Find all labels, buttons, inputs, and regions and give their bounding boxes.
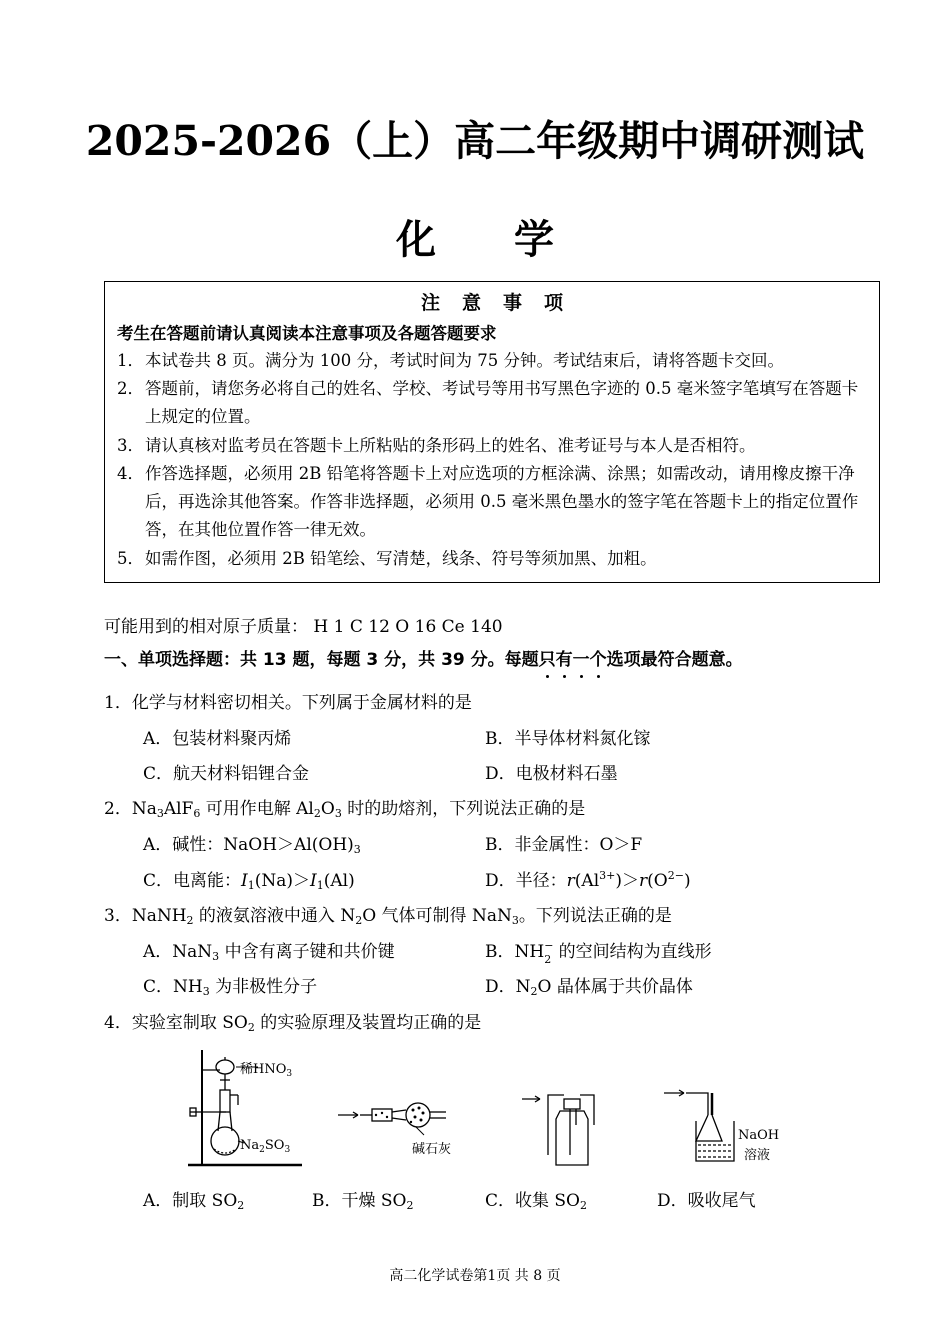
- option-text: 为非极性分子: [209, 977, 318, 997]
- option-text: (Al: [574, 871, 600, 891]
- label-solution: 溶液: [744, 1148, 771, 1163]
- option-text: I: [241, 871, 248, 891]
- subject-char-2: 学: [514, 216, 554, 263]
- option-text: r: [566, 871, 575, 891]
- option-text: C．电离能：: [143, 871, 242, 891]
- section-heading: [104, 645, 743, 670]
- q1-stem: 1．化学与材料密切相关。下列属于金属材料的是: [104, 693, 472, 713]
- subscript: 1: [316, 879, 324, 892]
- option-text: C．收集 SO: [485, 1191, 580, 1211]
- option-text: C．NH: [143, 977, 203, 997]
- notice-item-number: 4．: [117, 464, 144, 483]
- apparatus-a-generator: [180, 1045, 310, 1170]
- option-text: (Al): [323, 871, 355, 891]
- subscript: 2: [355, 914, 363, 927]
- q2-option-a[interactable]: [143, 830, 361, 856]
- section-emphasis-text: 只有一个: [538, 650, 607, 670]
- option-text: O 晶体属于共价晶体: [537, 977, 693, 997]
- option-text: A．NaN: [143, 942, 213, 962]
- q3-option-c[interactable]: [143, 972, 317, 998]
- option-text: D．半径：: [485, 871, 567, 891]
- option-text: A．制取 SO: [143, 1191, 238, 1211]
- notice-item-number: 1．: [117, 351, 144, 370]
- option-text: )＞: [615, 871, 639, 891]
- subscript: 2: [530, 985, 538, 998]
- q2-stem-text: AlF: [163, 799, 194, 819]
- subject-title: [0, 208, 950, 265]
- q3-stem-text: O 气体可制得 NaN: [362, 906, 512, 926]
- notice-subheading: 考生在答题前请认真阅读本注意事项及各题答题要求: [117, 324, 497, 343]
- superscript: 2−: [667, 869, 684, 882]
- option-text: A．碱性：NaOH＞Al(OH): [143, 835, 354, 855]
- q3-stem-text: 。下列说法正确的是: [518, 906, 672, 926]
- q2-option-d[interactable]: [485, 866, 691, 891]
- notice-item-3: [117, 432, 873, 460]
- q2-option-c[interactable]: [143, 866, 355, 892]
- q1-option-a[interactable]: A．包装材料聚丙烯: [143, 729, 292, 749]
- subscript: 3: [202, 985, 210, 998]
- q2-stem-text: 时的助熔剂，下列说法正确的是: [341, 799, 586, 819]
- apparatus-b-drying-tube: [336, 1095, 466, 1165]
- option-text: B．NH: [485, 942, 545, 962]
- q2-stem-text: O: [320, 799, 335, 819]
- superscript: −: [544, 939, 554, 952]
- subscript: 3: [212, 950, 220, 963]
- label-naoh: NaOH: [738, 1128, 780, 1143]
- q3-option-a[interactable]: [143, 937, 395, 963]
- superscript: 3+: [599, 869, 616, 882]
- notice-box: [104, 281, 880, 583]
- q4-stem-text: 的实验原理及装置均正确的是: [254, 1013, 482, 1033]
- q4-option-a[interactable]: [143, 1186, 244, 1212]
- notice-item-text: 本试卷共 8 页。满分为 100 分，考试时间为 75 分钟。考试结束后，请将答题卡交回。: [145, 351, 784, 370]
- section-pre: 一、单项选择题：共 13 题，每题 3 分，共 39 分。每题: [104, 650, 539, 670]
- subscript: 2: [580, 1199, 587, 1212]
- subscript: 2: [406, 1199, 414, 1212]
- q2-stem-text: 可用作电解 Al: [200, 799, 314, 819]
- notice-item-number: 5．: [117, 549, 144, 568]
- notice-item-text: 如需作图，必须用 2B 铅笔绘、写清楚，线条、符号等须加黑、加粗。: [145, 549, 657, 568]
- notice-item-5: [117, 545, 873, 573]
- apparatus-c-collecting-bottle: [520, 1085, 620, 1170]
- sub-sup-stack: [544, 939, 554, 966]
- notice-item-4: [117, 460, 873, 544]
- subscript: 3: [156, 807, 164, 820]
- q3-option-d[interactable]: [485, 972, 693, 998]
- notice-item-text: 作答选择题，必须用 2B 铅笔将答题卡上对应选项的方框涂满、涂黑；如需改动，请用橡皮擦干净后，再选涂其他答案。作答非选择题，必须用 0.5 毫米黑色墨水的签字笔在答题卡上的指定位置作答，在其他位置作答一律无效。: [145, 464, 859, 539]
- notice-item-2: [117, 375, 873, 431]
- notice-item-number: 2．: [117, 379, 144, 398]
- q3-stem-text: 3．NaNH: [104, 906, 187, 926]
- q1-option-b[interactable]: B．半导体材料氮化镓: [485, 729, 651, 749]
- subscript: 2: [186, 914, 194, 927]
- subscript: 2: [544, 953, 552, 966]
- q2-option-b[interactable]: B．非金属性：O＞F: [485, 835, 643, 855]
- notice-item-number: 3．: [117, 436, 144, 455]
- subscript: 3: [511, 914, 519, 927]
- label-soda-lime: 碱石灰: [412, 1142, 452, 1157]
- q3-stem: [104, 901, 672, 927]
- q3-option-b[interactable]: [485, 937, 712, 966]
- page-footer: 高二化学试卷第1页 共 8 页: [389, 1268, 561, 1284]
- notice-item-text: 请认真核对监考员在答题卡上所粘贴的条形码上的姓名、准考证号与本人是否相符。: [145, 436, 756, 455]
- q4-option-c[interactable]: [485, 1186, 587, 1212]
- option-text: (O: [647, 871, 668, 891]
- q1-option-d[interactable]: D．电极材料石墨: [485, 764, 618, 784]
- subscript: 3: [353, 843, 361, 856]
- notice-item-1: [117, 347, 873, 375]
- option-text: ): [683, 871, 691, 891]
- notice-item-text: 答题前，请您务必将自己的姓名、学校、考试号等用书写黑色字迹的 0.5 毫米签字笔填写在答题卡上规定的位置。: [145, 379, 859, 426]
- apparatus-d-absorption: [662, 1085, 792, 1170]
- subscript: 2: [237, 1199, 245, 1212]
- section-post: 选项最符合题意。: [606, 650, 743, 670]
- q4-option-b[interactable]: [312, 1186, 413, 1212]
- option-text: B．干燥 SO: [312, 1191, 407, 1211]
- label-na2so3: $Na_2SO_3$: [240, 1138, 291, 1155]
- option-text: 中含有离子键和共价键: [219, 942, 395, 962]
- q4-stem-text: 4．实验室制取 SO: [104, 1013, 248, 1033]
- q4-option-d[interactable]: D．吸收尾气: [657, 1191, 756, 1211]
- subscript: 2: [313, 807, 321, 820]
- q2-stem: [104, 794, 585, 820]
- label-dilute-hno3: 稀$HNO_3$: [240, 1062, 293, 1079]
- exam-title: 2025-2026（上）高二年级期中调研测试: [85, 117, 865, 165]
- subscript: 1: [247, 879, 255, 892]
- atomic-masses: 可能用到的相对原子质量： H 1 C 12 O 16 Ce 140: [104, 617, 503, 637]
- option-text: D．N: [485, 977, 531, 997]
- notice-heading: 注意事项: [420, 292, 585, 314]
- subscript: 2: [247, 1021, 255, 1034]
- subscript: 6: [193, 807, 201, 820]
- subscript: 3: [334, 807, 342, 820]
- q3-stem-text: 的液氨溶液中通入 N: [193, 906, 356, 926]
- q2-stem-text: 2．Na: [104, 799, 157, 819]
- subject-char-1: 化: [396, 216, 436, 263]
- option-text: 的空间结构为直线形: [553, 942, 712, 962]
- section-emphasis: [539, 650, 607, 670]
- q1-option-c[interactable]: C．航天材料铝锂合金: [143, 764, 310, 784]
- option-text: I: [310, 871, 317, 891]
- q4-stem: [104, 1008, 481, 1034]
- option-text: r: [639, 871, 648, 891]
- option-text: (Na)＞: [254, 871, 311, 891]
